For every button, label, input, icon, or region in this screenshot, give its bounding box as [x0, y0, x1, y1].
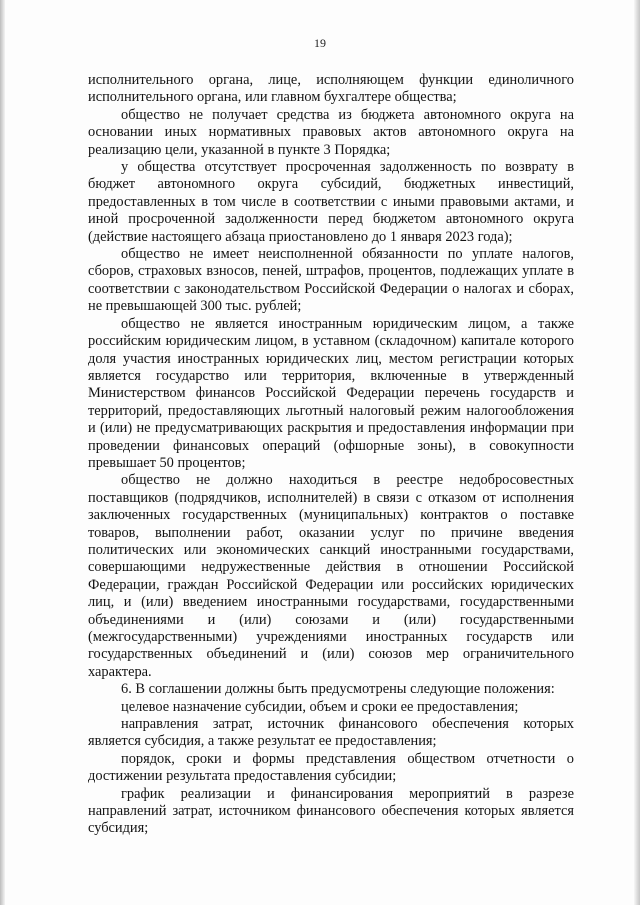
- paragraph-not-foreign-entity: общество не является иностранным юридическим лицом, а также российским юридическим лицом, в уставном (складочном) капитале которого доля участия иностранных юридических лиц, местом регистрации которых является государство или территория, включенные в утвержденный Министерством финансов Российской Федерации перечень государств и территорий, предоставляющих льготный налоговый режим налогообложения и (или) не предусматривающих раскрытия и предоставления информации при проведении финансовых операций (офшорные зоны), в совокупности превышает 50 процентов;: [88, 315, 574, 471]
- paragraph-no-overdue-debt: у общества отсутствует просроченная задолженность по возврату в бюджет автономного округа субсидий, бюджетных инвестиций, предоставленных в том числе в соответствии с иными правовыми актами, и иной просроченной задолженности перед бюджетом автономного округа (действие настоящего абзаца приостановлено до 1 января 2023 года);: [88, 159, 574, 245]
- paragraph-continuation: исполнительного органа, лице, исполняющем функции единоличного исполнительного органа, или главном бухгалтере общества;: [88, 72, 574, 106]
- scan-edge-left: [0, 0, 5, 905]
- paragraph-purpose: целевое назначение субсидии, объем и сроки ее предоставления;: [121, 698, 519, 715]
- page-number: 19: [314, 36, 326, 50]
- paragraph-reporting: порядок, сроки и формы представления обществом отчетности о достижении результата предоставления субсидии;: [88, 750, 574, 785]
- paragraph-no-tax-arrears: общество не имеет неисполненной обязанности по уплате налогов, сборов, страховых взносов, пеней, штрафов, процентов, подлежащих уплате в соответствии с законодательством Российской Федерации о налогах и сборах, не превышающей 300 тыс. рублей;: [88, 246, 574, 315]
- paragraph-not-in-registry: общество не должно находиться в реестре недобросовестных поставщиков (подрядчиков, исполнителей) в связи с отказом от исполнения заключенных государственных (муниципальных) контрактов о поставке товаров, выполнении работ, оказании услуг по причине введения политических или экономических санкций иностранными государствами, совершающими недружественные действия в отношении Российской Федерации, граждан Российской Федерации или российских юридических лиц, и (или) введением иностранными государствами, государственными объединениями и (или) союзами и (или) государственными (межгосударственными) учреждениями иностранных государств или государственных объединений и (или) союзов мер ограничительного характера.: [88, 472, 574, 680]
- document-body: [88, 72, 574, 838]
- paragraph-section-6: 6. В соглашении должны быть предусмотрены следующие положения:: [121, 681, 555, 698]
- scan-edge-right: [634, 0, 640, 905]
- paragraph-cost-directions: направления затрат, источник финансового обеспечения которых является субсидия, а также результат ее предоставления;: [88, 716, 574, 750]
- paragraph-no-other-funds: общество не получает средства из бюджета автономного округа на основании иных нормативных правовых актов автономного округа на реализацию цели, указанной в пункте 3 Порядка;: [88, 106, 574, 158]
- paragraph-schedule: график реализации и финансирования мероприятий в разрезе направлений затрат, источником финансового обеспечения которых является субсидия;: [88, 785, 574, 837]
